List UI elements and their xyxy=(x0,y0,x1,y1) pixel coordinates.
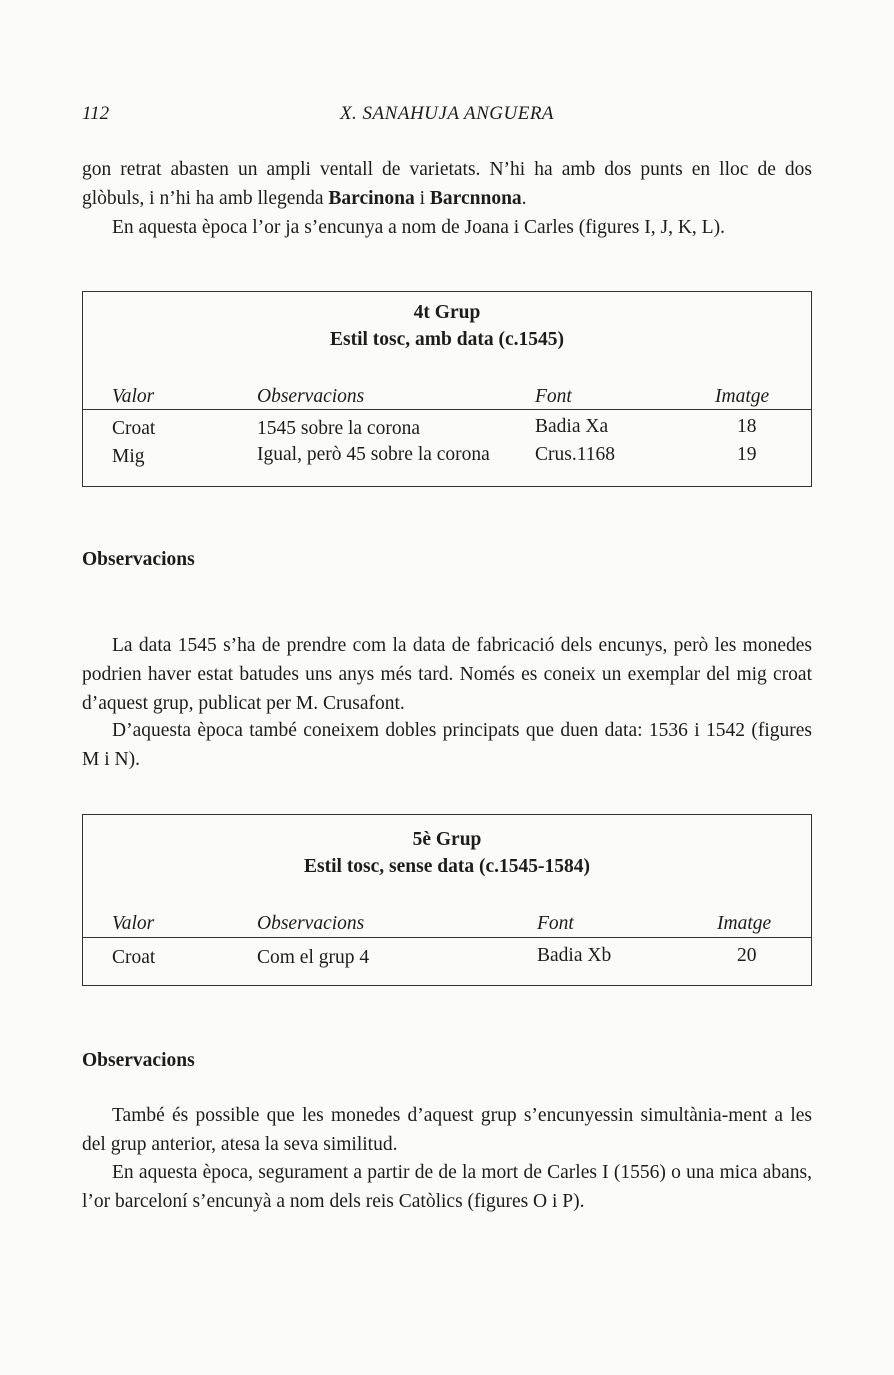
group5-row1-font: Badia Xb xyxy=(537,945,612,966)
group5-row1-observacions: Com el grup 4 xyxy=(257,947,370,968)
group4-row1-imatge: 18 xyxy=(737,416,757,437)
legend-barcnnona: Barcnnona xyxy=(429,188,522,209)
observacions-paragraph-4: En aquesta època, segurament a partir de de la mort de Carles I (1556) o una mica abans, l’or barceloní s’encunyà a nom dels reis Catòlics (figures O i P). xyxy=(82,1162,812,1212)
group4-row2-imatge: 19 xyxy=(737,444,757,465)
group4-table xyxy=(82,291,812,487)
group4-row2-font: Crus.1168 xyxy=(535,444,615,465)
intro-paragraph-2: En aquesta època l’or ja s’encunya a nom de Joana i Carles (figures I, J, K, L). xyxy=(112,217,725,238)
group4-header-imatge: Imatge xyxy=(715,386,770,407)
group4-header-font: Font xyxy=(535,386,572,407)
group4-row1-valor: Croat xyxy=(112,418,156,439)
group5-header-valor: Valor xyxy=(112,913,155,934)
group4-row2-valor: Mig xyxy=(112,446,145,467)
group5-row1-imatge: 20 xyxy=(737,945,757,966)
group4-header-valor: Valor xyxy=(112,386,155,407)
group5-subtitle: Estil tosc, sense data (c.1545-1584) xyxy=(304,856,590,877)
running-head: X. SANAHUJA ANGUERA xyxy=(339,103,555,124)
group4-row1-observacions: 1545 sobre la corona xyxy=(257,418,420,439)
group4-header-observacions: Observacions xyxy=(257,386,365,407)
intro-text-3: . xyxy=(521,188,527,209)
observacions-paragraph-2: D’aquesta època també coneixem dobles principats que duen data: 1536 i 1542 (figures M i N). xyxy=(82,720,812,770)
group5-title: 5è Grup xyxy=(412,829,482,850)
group5-header-imatge: Imatge xyxy=(717,913,772,934)
intro-text-2: i xyxy=(414,188,430,209)
observacions-paragraph-1: La data 1545 s’ha de prendre com la data de fabricació dels encunys, però les monedes podrien haver estat batudes uns anys més tard. Només es coneix un exemplar del mig croat d’aquest grup, publicat per M. Crusafont. xyxy=(82,635,812,714)
page-number: 112 xyxy=(82,103,110,124)
group5-header-font: Font xyxy=(537,913,574,934)
group4-header-rule xyxy=(83,409,811,410)
group4-title: 4t Grup xyxy=(413,302,481,323)
intro-text-1: gon retrat abasten un ampli ventall de varietats. N’hi ha amb dos punts en lloc de dos glòbuls, i n’hi ha amb llegenda xyxy=(82,159,812,209)
observacions-heading-1: Observacions xyxy=(82,549,195,570)
observacions-paragraph-3: També és possible que les monedes d’aquest grup s’encunyessin simultània-ment a les del grup anterior, atesa la seva similitud. xyxy=(82,1105,812,1155)
group5-header-rule xyxy=(83,937,811,938)
group5-table xyxy=(82,814,812,986)
group5-row1-valor: Croat xyxy=(112,947,156,968)
group5-header-observacions: Observacions xyxy=(257,913,365,934)
page-header xyxy=(82,103,812,131)
observacions-heading-2: Observacions xyxy=(82,1050,195,1071)
intro-paragraph-1 xyxy=(82,155,812,213)
group4-subtitle: Estil tosc, amb data (c.1545) xyxy=(330,329,564,350)
legend-barcinona: Barcinona xyxy=(328,188,415,209)
group4-row1-font: Badia Xa xyxy=(535,416,609,437)
group4-row2-observacions: Igual, però 45 sobre la corona xyxy=(257,444,490,465)
